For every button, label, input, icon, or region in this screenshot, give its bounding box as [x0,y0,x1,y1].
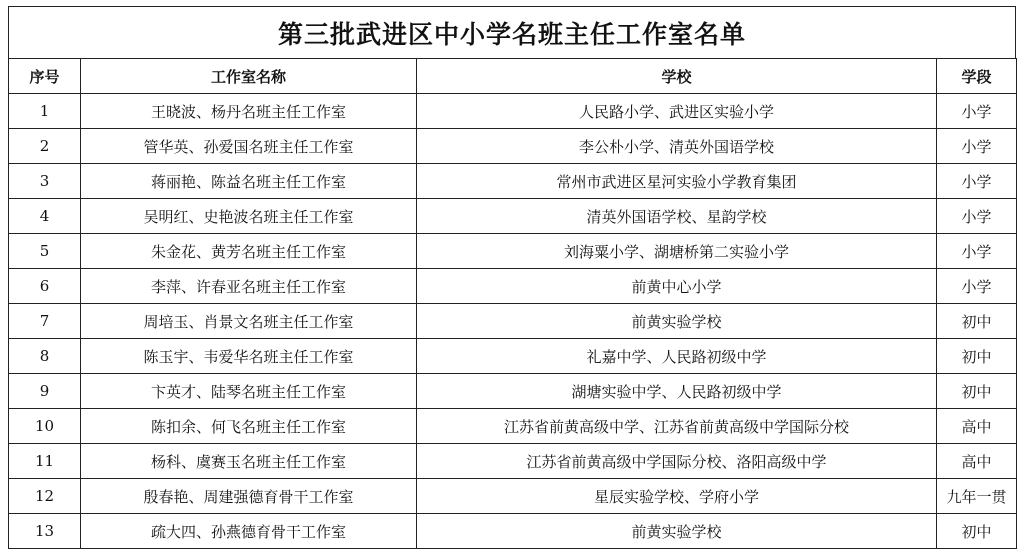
cell-seq: 6 [9,269,81,304]
table-row [9,339,1017,374]
table-row [9,409,1017,444]
cell-stage: 小学 [937,199,1017,234]
cell-studio: 朱金花、黄芳名班主任工作室 [81,234,417,269]
cell-stage: 高中 [937,409,1017,444]
cell-studio: 周培玉、肖景文名班主任工作室 [81,304,417,339]
cell-seq: 10 [9,409,81,444]
cell-studio: 殷春艳、周建强德育骨干工作室 [81,479,417,514]
cell-seq: 7 [9,304,81,339]
cell-school: 前黄实验学校 [417,514,937,549]
cell-studio: 王晓波、杨丹名班主任工作室 [81,94,417,129]
table-row [9,479,1017,514]
cell-stage: 小学 [937,164,1017,199]
cell-stage: 初中 [937,374,1017,409]
cell-seq: 9 [9,374,81,409]
cell-school: 湖塘实验中学、人民路初级中学 [417,374,937,409]
document-sheet [8,6,1016,549]
cell-stage: 小学 [937,94,1017,129]
cell-seq: 4 [9,199,81,234]
header-stage: 学段 [937,59,1017,94]
cell-school: 李公朴小学、清英外国语学校 [417,129,937,164]
cell-school: 江苏省前黄高级中学国际分校、洛阳高级中学 [417,444,937,479]
header-studio: 工作室名称 [81,59,417,94]
cell-studio: 陈玉宇、韦爱华名班主任工作室 [81,339,417,374]
cell-seq: 3 [9,164,81,199]
cell-studio: 杨科、虞赛玉名班主任工作室 [81,444,417,479]
cell-school: 星辰实验学校、学府小学 [417,479,937,514]
cell-stage: 高中 [937,444,1017,479]
cell-school: 清英外国语学校、星韵学校 [417,199,937,234]
table-row [9,94,1017,129]
cell-studio: 卞英才、陆琴名班主任工作室 [81,374,417,409]
table-row [9,374,1017,409]
table-row [9,164,1017,199]
cell-studio: 管华英、孙爱国名班主任工作室 [81,129,417,164]
cell-school: 礼嘉中学、人民路初级中学 [417,339,937,374]
cell-stage: 初中 [937,339,1017,374]
cell-studio: 吴明红、史艳波名班主任工作室 [81,199,417,234]
table-row [9,444,1017,479]
table-row [9,514,1017,549]
header-school: 学校 [417,59,937,94]
cell-school: 前黄中心小学 [417,269,937,304]
cell-school: 刘海粟小学、湖塘桥第二实验小学 [417,234,937,269]
roster-table [8,58,1017,549]
document-title: 第三批武进区中小学名班主任工作室名单 [8,6,1016,58]
cell-stage: 小学 [937,269,1017,304]
table-row [9,129,1017,164]
cell-seq: 11 [9,444,81,479]
cell-studio: 李萍、许春亚名班主任工作室 [81,269,417,304]
cell-school: 常州市武进区星河实验小学教育集团 [417,164,937,199]
header-seq: 序号 [9,59,81,94]
cell-seq: 5 [9,234,81,269]
table-row [9,304,1017,339]
cell-studio: 陈扣余、何飞名班主任工作室 [81,409,417,444]
table-header-row [9,59,1017,94]
cell-stage: 初中 [937,514,1017,549]
cell-stage: 小学 [937,129,1017,164]
cell-school: 人民路小学、武进区实验小学 [417,94,937,129]
cell-stage: 小学 [937,234,1017,269]
cell-stage: 九年一贯 [937,479,1017,514]
cell-school: 江苏省前黄高级中学、江苏省前黄高级中学国际分校 [417,409,937,444]
table-row [9,269,1017,304]
cell-seq: 1 [9,94,81,129]
cell-seq: 13 [9,514,81,549]
table-row [9,234,1017,269]
cell-studio: 疏大四、孙燕德育骨干工作室 [81,514,417,549]
cell-seq: 2 [9,129,81,164]
table-row [9,199,1017,234]
cell-studio: 蒋丽艳、陈益名班主任工作室 [81,164,417,199]
cell-school: 前黄实验学校 [417,304,937,339]
cell-stage: 初中 [937,304,1017,339]
table-body [9,94,1017,549]
cell-seq: 8 [9,339,81,374]
cell-seq: 12 [9,479,81,514]
